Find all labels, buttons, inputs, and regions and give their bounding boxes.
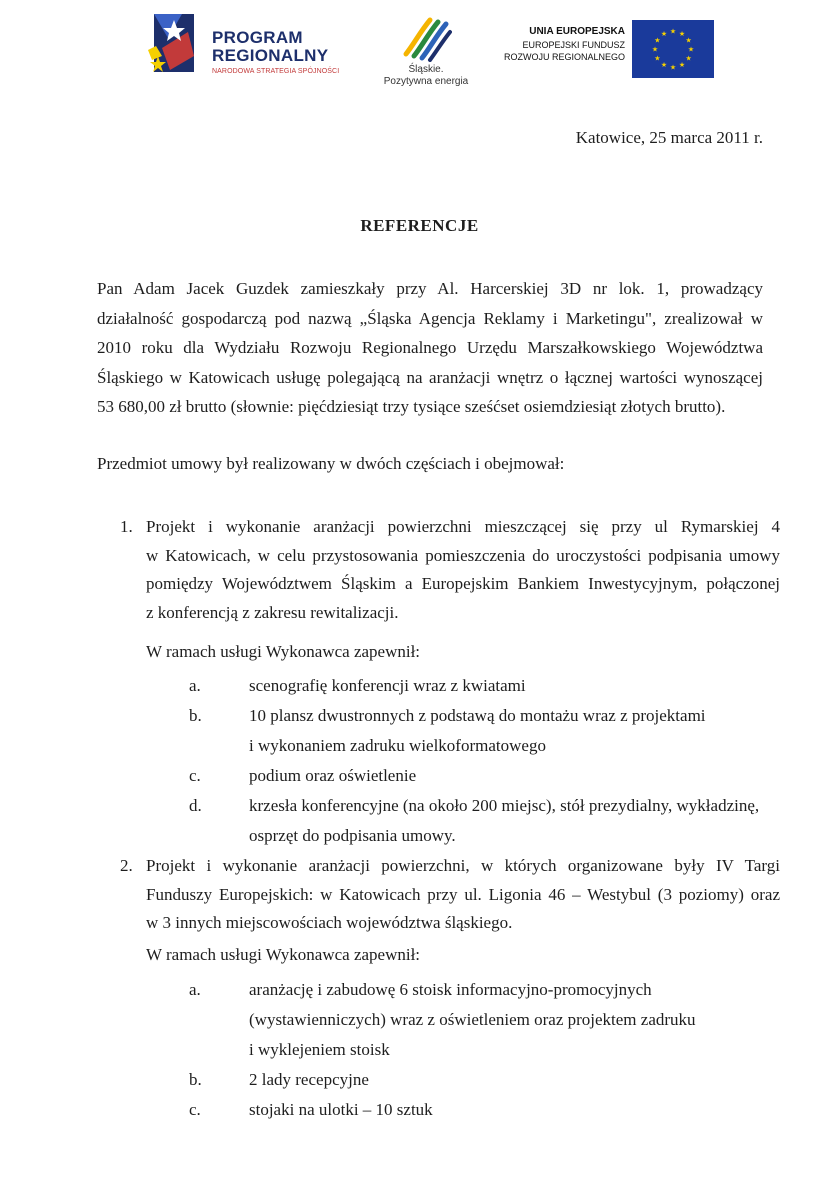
sub-letter: a. bbox=[189, 980, 201, 999]
item-1-lead: W ramach usługi Wykonawca zapewnił: bbox=[146, 642, 421, 661]
eu-star-icon: ★ bbox=[651, 45, 659, 54]
sub-line: krzesła konferencyjne (na około 200 miejsc), stół prezydialny, wykładzinę, bbox=[249, 796, 760, 815]
eu-star-icon: ★ bbox=[669, 63, 677, 72]
eu-star-icon: ★ bbox=[660, 29, 668, 38]
eu-flag-icon bbox=[632, 20, 714, 78]
item-line: w 3 innych miejscowościach województwa śląskiego. bbox=[146, 913, 513, 932]
item-line: z konferencją z zakresu rewitalizacji. bbox=[146, 602, 399, 622]
slaskie-line2: Pozytywna energia bbox=[383, 76, 469, 87]
eu-line3: ROZWOJU REGIONALNEGO bbox=[503, 52, 625, 62]
sub-letter: d. bbox=[189, 796, 202, 815]
eu-star-icon: ★ bbox=[654, 36, 661, 45]
item-line: w Katowicach, w celu przystosowania pomieszczenia do uroczystości podpisania umowy bbox=[146, 545, 780, 565]
eu-star-icon: ★ bbox=[654, 54, 661, 63]
intro-line: Śląskiego w Katowicach usługę polegającą na aranżacji wnętrz o łącznej wartości wynoszącej bbox=[97, 367, 763, 387]
letter-title: REFERENCJE bbox=[360, 216, 479, 235]
intro-line: działalność gospodarczą pod nazwą „Śląska Agencja Reklamy i Marketingu", zrealizował w bbox=[97, 308, 763, 328]
program-regionalny-flag-icon bbox=[148, 12, 198, 78]
eu-star-icon: ★ bbox=[678, 29, 686, 38]
item-line: pomiędzy Województwem Śląskim a Europejskim Bankiem Inwestycyjnym, połączonej bbox=[146, 574, 780, 593]
sub-letter: a. bbox=[189, 676, 201, 695]
item-line: Projekt i wykonanie aranżacji powierzchni, w których organizowane były IV Targi bbox=[146, 856, 780, 875]
eu-line2: EUROPEJSKI FUNDUSZ bbox=[522, 40, 625, 50]
sub-letter: c. bbox=[189, 766, 201, 785]
sub-line: aranżację i zabudowę 6 stoisk informacyjno-promocyjnych bbox=[249, 980, 652, 999]
slaskie-line1: Śląskie. bbox=[408, 64, 444, 75]
eu-star-icon: ★ bbox=[687, 45, 695, 54]
sub-line: (wystawienniczych) wraz z oświetleniem oraz projektem zadruku bbox=[249, 1010, 696, 1029]
intro-line: Pan Adam Jacek Guzdek zamieszkały przy Al. Harcerskiej 3D nr lok. 1, prowadzący bbox=[97, 279, 763, 298]
item-2-lead: W ramach usługi Wykonawca zapewnił: bbox=[146, 945, 421, 964]
item-number: 2. bbox=[120, 856, 133, 875]
program-regionalny-logo bbox=[148, 12, 373, 78]
eu-line1: UNIA EUROPEJSKA bbox=[529, 26, 625, 37]
sub-line: 2 lady recepcyjne bbox=[249, 1070, 369, 1089]
sub-letter: b. bbox=[189, 706, 202, 725]
sub-line: osprzęt do podpisania umowy. bbox=[249, 826, 456, 845]
eu-star-icon: ★ bbox=[660, 61, 668, 70]
program-line2: REGIONALNY bbox=[212, 46, 329, 65]
eu-star-icon: ★ bbox=[685, 36, 692, 45]
sub-line: podium oraz oświetlenie bbox=[249, 766, 417, 785]
sub-letter: b. bbox=[189, 1070, 202, 1089]
letter-date: Katowice, 25 marca 2011 r. bbox=[575, 128, 763, 147]
sub-line: stojaki na ulotki – 10 sztuk bbox=[249, 1100, 433, 1119]
slaskie-logo bbox=[380, 14, 472, 86]
sub-line: scenografię konferencji wraz z kwiatami bbox=[249, 676, 526, 695]
scope-intro: Przedmiot umowy był realizowany w dwóch częściach i obejmował: bbox=[97, 454, 565, 473]
eu-logo bbox=[480, 20, 720, 80]
item-line: Funduszy Europejskich: w Katowicach przy ul. Ligonia 46 – Westybul (3 poziomy) oraz bbox=[146, 884, 780, 904]
sub-letter: c. bbox=[189, 1100, 201, 1119]
item-number: 1. bbox=[120, 517, 133, 536]
program-line1: PROGRAM bbox=[212, 28, 303, 47]
sub-line: i wyklejeniem stoisk bbox=[249, 1040, 390, 1059]
eu-star-icon: ★ bbox=[669, 27, 677, 36]
eu-star-icon: ★ bbox=[678, 61, 686, 70]
slaskie-waves-icon bbox=[400, 14, 452, 62]
sub-line: i wykonaniem zadruku wielkoformatowego bbox=[249, 736, 546, 755]
intro-line: 2010 roku dla Wydziału Rozwoju Regionalnego Urzędu Marszałkowskiego Województwa bbox=[97, 338, 763, 357]
item-line: Projekt i wykonanie aranżacji powierzchni mieszczącej się przy ul Rymarskiej 4 bbox=[146, 517, 780, 536]
intro-paragraph bbox=[97, 274, 763, 422]
program-subtitle: NARODOWA STRATEGIA SPÓJNOŚCI bbox=[212, 68, 340, 75]
eu-star-icon: ★ bbox=[685, 54, 692, 63]
sub-line: 10 plansz dwustronnych z podstawą do montażu wraz z projektami bbox=[249, 706, 706, 725]
intro-line: 53 680,00 zł brutto (słownie: pięćdziesiąt trzy tysiące sześćset osiemdziesiąt złotych brutto). bbox=[97, 397, 726, 416]
